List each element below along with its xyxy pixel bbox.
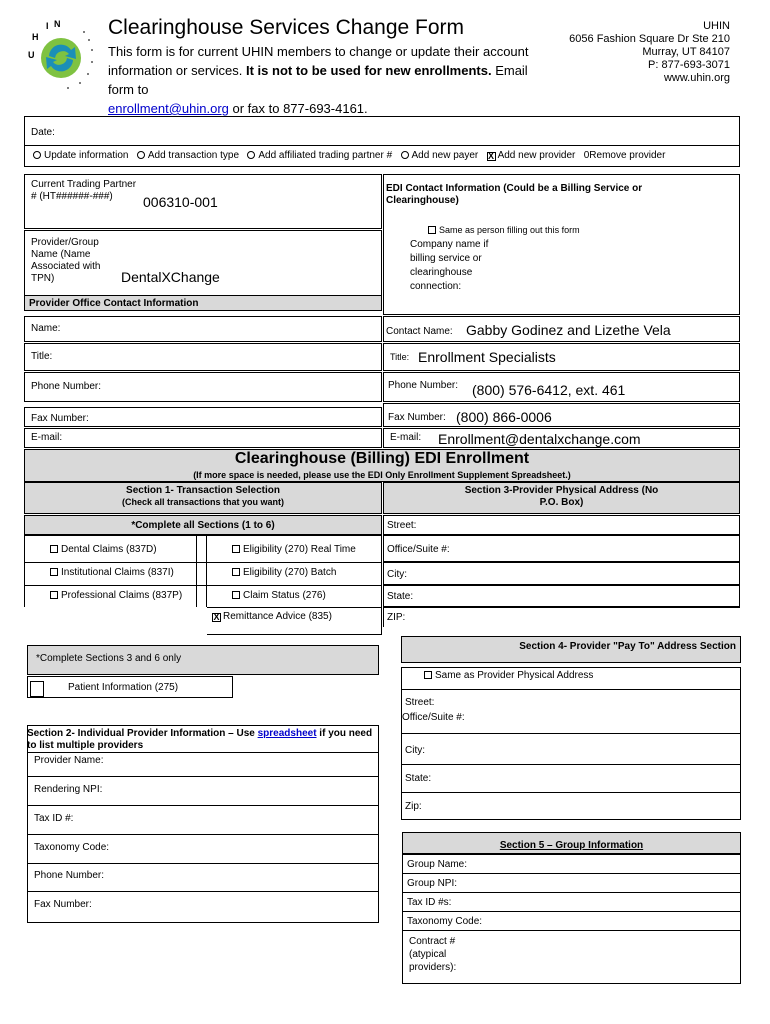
s5-contract-field[interactable]: Contract #(atypical providers): <box>409 936 457 973</box>
complete-all-sections: *Complete all Sections (1 to 6) <box>24 515 382 535</box>
s2-taxonomy-field[interactable]: Taxonomy Code: <box>34 842 110 853</box>
org-address-2: Murray, UT 84107 <box>642 46 730 58</box>
edi-enrollment-subtitle: (If more space is needed, please use the EDI Only Enrollment Supplement Spreadsheet.) <box>193 470 571 480</box>
org-address-1: 6056 Fashion Square Dr Ste 210 <box>569 33 730 45</box>
edi-enrollment-header <box>24 449 740 482</box>
intro-2b: It is not to be used for new enrollments. <box>246 63 492 78</box>
org-address <box>569 20 730 85</box>
contact-fax-value: (800) 866-0006 <box>456 409 552 425</box>
contact-title-field[interactable] <box>383 343 740 371</box>
section1-header <box>24 482 382 514</box>
zero-mark: 0 <box>583 150 590 161</box>
s4-state-field[interactable]: State: <box>405 773 432 784</box>
provider-name-box <box>24 230 382 296</box>
option-remove-provider[interactable]: 0Remove provider <box>583 150 666 161</box>
s2-phone-field[interactable]: Phone Number: <box>34 870 105 881</box>
patient-information-option[interactable]: Patient Information (275) <box>27 676 233 698</box>
contact-phone-value: (800) 576-6412, ext. 461 <box>472 382 626 398</box>
trading-partner-label: Current Trading Partner # (HT######-###) <box>31 179 137 202</box>
s2-npi-field[interactable]: Rendering NPI: <box>34 784 103 795</box>
s3-street-field[interactable]: Street: <box>383 515 740 535</box>
contact-email-field[interactable] <box>383 428 740 448</box>
intro-3: or fax to 877-693-4161. <box>228 101 368 116</box>
date-label: Date: <box>31 127 55 138</box>
contact-email-label: E-mail: <box>390 432 422 443</box>
contact-title-value: Enrollment Specialists <box>418 349 556 365</box>
checkbox-icon <box>50 568 58 576</box>
radio-icon <box>137 151 145 159</box>
checkbox-icon <box>232 591 240 599</box>
institutional-claims-option[interactable]: Institutional Claims (837I) <box>50 567 174 579</box>
checked-box-icon: X <box>213 612 220 622</box>
contact-name-field[interactable] <box>383 316 740 342</box>
option-add-provider[interactable]: X Add new provider <box>488 150 576 161</box>
phone-field[interactable]: Phone Number: <box>24 372 382 402</box>
s5-tax-id-field[interactable]: Tax ID #s: <box>407 897 452 908</box>
spreadsheet-link[interactable]: spreadsheet <box>257 728 317 739</box>
claim-status-option[interactable]: Claim Status (276) <box>232 590 326 602</box>
professional-claims-option[interactable]: Professional Claims (837P) <box>50 590 182 602</box>
checkbox-icon <box>428 226 436 234</box>
edi-contact-header: EDI Contact Information (Could be a Billing Service or Clearinghouse) <box>386 183 643 206</box>
radio-icon <box>33 151 41 159</box>
checked-box-icon: X <box>488 151 495 161</box>
s3-suite-field[interactable]: Office/Suite #: <box>383 535 740 562</box>
options-row <box>24 145 740 167</box>
svg-text:H: H <box>32 32 39 42</box>
checkbox-icon <box>30 681 44 697</box>
intro-2a: information or services. <box>108 63 246 78</box>
email-link[interactable]: enrollment@uhin.org <box>108 101 229 116</box>
form-title: Clearinghouse Services Change Form <box>108 16 465 39</box>
checkbox-icon <box>50 591 58 599</box>
edi-contact-box <box>383 174 740 315</box>
date-row[interactable] <box>24 116 740 146</box>
contact-name-label: Contact Name: <box>386 326 453 337</box>
trading-partner-value[interactable]: 006310-001 <box>143 194 218 210</box>
org-web: www.uhin.org <box>663 72 730 84</box>
s5-taxonomy-field[interactable]: Taxonomy Code: <box>407 916 483 927</box>
contact-phone-field[interactable] <box>383 372 740 402</box>
trading-partner-box <box>24 174 382 229</box>
remittance-advice-option[interactable]: X Remittance Advice (835) <box>213 611 332 622</box>
name-field[interactable]: Name: <box>24 316 382 342</box>
checkbox-icon <box>50 545 58 553</box>
contact-name-value: Gabby Godinez and Lizethe Vela <box>466 322 671 338</box>
s5-group-npi-field[interactable]: Group NPI: <box>407 878 458 889</box>
s5-group-name-field[interactable]: Group Name: <box>407 859 468 870</box>
checkbox-icon <box>232 545 240 553</box>
intro-2c: Email form to <box>108 63 528 97</box>
svg-text:N: N <box>54 19 61 29</box>
svg-text:I: I <box>46 21 49 31</box>
dental-claims-option[interactable]: Dental Claims (837D) <box>50 544 157 556</box>
radio-icon <box>401 151 409 159</box>
s4-suite-field[interactable]: Office/Suite #: <box>402 712 465 723</box>
complete-sections-3-6: *Complete Sections 3 and 6 only <box>27 645 379 675</box>
s3-state-field[interactable]: State: <box>383 585 740 607</box>
email-field[interactable]: E-mail: <box>24 428 382 448</box>
section2-header: Section 2- Individual Provider Information – Use spreadsheet if you need to list multiple providers <box>27 728 373 751</box>
option-add-payer[interactable]: Add new payer <box>401 150 479 161</box>
fax-field[interactable]: Fax Number: <box>24 407 382 427</box>
section5-header: Section 5 – Group Information <box>402 832 741 854</box>
eligibility-realtime-option[interactable]: Eligibility (270) Real Time <box>232 544 356 556</box>
office-contact-header: Provider Office Contact Information <box>24 295 382 311</box>
same-as-filler[interactable]: Same as person filling out this form <box>428 225 580 236</box>
option-update-info[interactable]: Update information <box>33 150 129 161</box>
section1-title: Section 1- Transaction Selection <box>126 485 280 496</box>
section3-header: Section 3-Provider Physical Address (No P.O. Box) <box>383 482 740 514</box>
checkbox-icon <box>232 568 240 576</box>
provider-group-value[interactable]: DentalXChange <box>121 269 220 285</box>
edi-enrollment-title: Clearinghouse (Billing) EDI Enrollment <box>234 450 530 467</box>
contact-phone-label: Phone Number: <box>388 380 459 391</box>
intro-line-2 <box>108 61 548 99</box>
s2-tax-id-field[interactable]: Tax ID #: <box>34 813 74 824</box>
s4-street-field[interactable]: Street: <box>405 697 435 708</box>
contact-fax-label: Fax Number: <box>388 412 446 423</box>
section1-subtitle: (Check all transactions that you want) <box>121 497 285 507</box>
radio-icon <box>247 151 255 159</box>
option-add-partner[interactable]: Add affiliated trading partner # <box>247 150 392 161</box>
contact-email-value: Enrollment@dentalxchange.com <box>438 431 641 447</box>
option-add-transaction[interactable]: Add transaction type <box>137 150 239 161</box>
s4-zip-field[interactable]: Zip: <box>405 801 422 812</box>
contact-fax-field[interactable] <box>383 403 740 427</box>
s2-provider-name-field[interactable]: Provider Name: <box>34 755 104 766</box>
checkbox-icon <box>424 671 432 679</box>
section4-header: Section 4- Provider "Pay To" Address Section <box>401 636 741 663</box>
s4-same-as-option[interactable]: Same as Provider Physical Address <box>424 670 593 682</box>
s3-zip-field[interactable]: ZIP: <box>383 607 740 627</box>
uhin-logo <box>22 18 100 96</box>
s3-city-field[interactable]: City: <box>383 562 740 585</box>
s4-city-field[interactable]: City: <box>405 745 425 756</box>
org-phone: P: 877-693-3071 <box>648 59 730 71</box>
contact-title-label: Title: <box>390 352 410 362</box>
title-field[interactable]: Title: <box>24 343 382 371</box>
s2-fax-field[interactable]: Fax Number: <box>34 899 92 910</box>
provider-group-label: Provider/Group Name (Name Associated with TPN) <box>31 237 101 284</box>
form-intro <box>108 42 548 118</box>
eligibility-batch-option[interactable]: Eligibility (270) Batch <box>232 567 336 579</box>
intro-line-1: This form is for current UHIN members to change or update their account <box>108 44 529 59</box>
company-label: Company name if billing service or clearinghouse connection: <box>410 239 489 292</box>
svg-text:U: U <box>28 50 35 60</box>
org-name: UHIN <box>703 20 730 32</box>
